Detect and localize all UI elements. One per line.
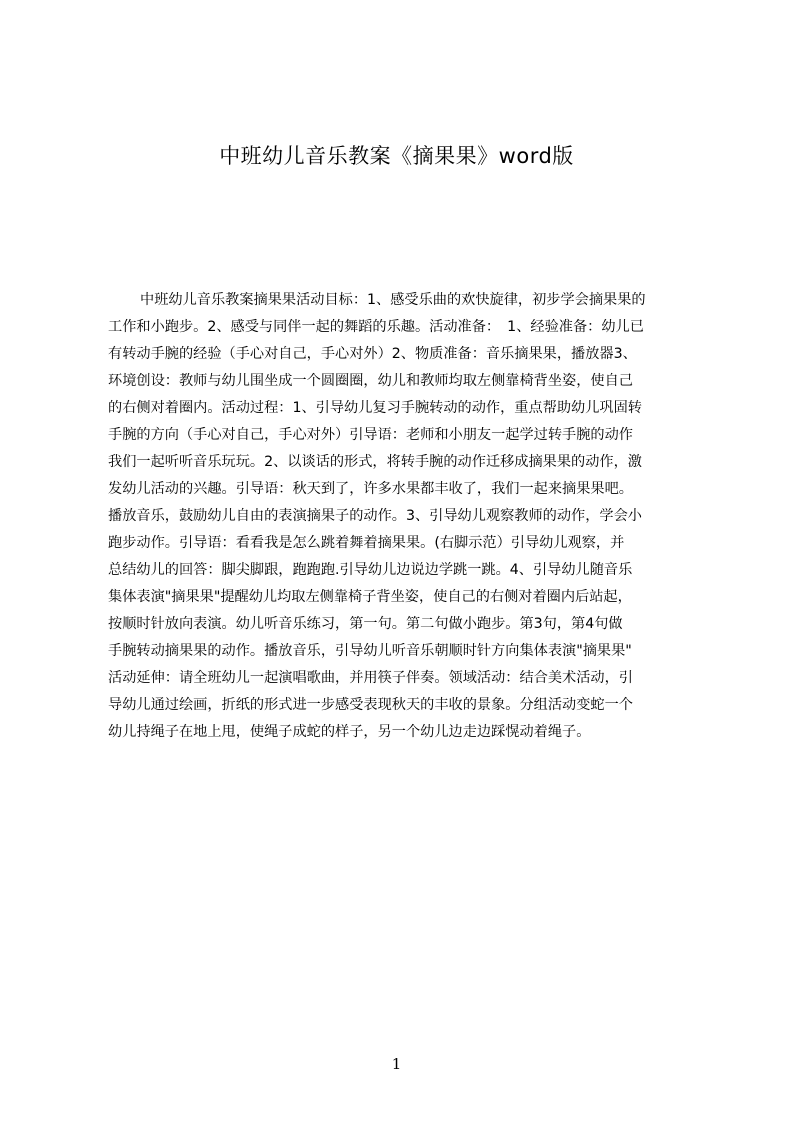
- paragraph-line: 活动延伸：请全班幼儿一起演唱歌曲，并用筷子伴奏。领域活动：结合美术活动，引: [108, 670, 633, 686]
- paragraph-line: 工作和小跑步。2、感受与同伴一起的舞蹈的乐趣。活动准备： 1、经验准备：幼儿已: [108, 319, 644, 335]
- paragraph-line: 跑步动作。引导语：看看我是怎么跳着舞着摘果果。(右脚示范）引导幼儿观察，并: [108, 535, 625, 551]
- paragraph-line: 环境创设：教师与幼儿围坐成一个圆圈圈，幼儿和教师均取左侧靠椅背坐姿，使自己: [108, 373, 633, 389]
- paragraph-line: 集体表演"摘果果"提醒幼儿均取左侧靠椅子背坐姿，使自己的右侧对着圈内后站起，: [108, 589, 632, 605]
- page-number: 1: [391, 1055, 402, 1073]
- paragraph-line: 总结幼儿的回答：脚尖脚跟，跑跑跑.引导幼儿边说边学跳一跳。4、引导幼儿随音乐: [108, 562, 633, 578]
- paragraph-line: 导幼儿通过绘画，折纸的形式进一步感受表现秋天的丰收的景象。分组活动变蛇一个: [108, 697, 633, 713]
- paragraph-line: 幼儿持绳子在地上甩，使绳子成蛇的样子，另一个幼儿边走边踩愰动着绳子。: [108, 724, 591, 740]
- paragraph-line: 按顺时针放向表演。幼儿听音乐练习，第一句。第二句做小跑步。第3句，第4句做: [108, 616, 623, 632]
- paragraph-line: 发幼儿活动的兴趣。引导语：秋天到了，许多水果都丰收了，我们一起来摘果果吧。: [108, 481, 633, 497]
- document-title: 中班幼儿音乐教案《摘果果》word版: [219, 144, 574, 168]
- paragraph-line: 播放音乐，鼓励幼儿自由的表演摘果子的动作。3、引导幼儿观察教师的动作，学会小: [108, 508, 642, 524]
- paragraph-line: 手腕的方向（手心对自己，手心对外）引导语：老师和小朋友一起学过转手腕的动作: [108, 427, 633, 443]
- paragraph-line: 有转动手腕的经验（手心对自己，手心对外）2、物质准备：音乐摘果果，播放器3、: [108, 346, 637, 362]
- body-paragraph: [108, 287, 697, 746]
- paragraph-line: 手腕转动摘果果的动作。播放音乐，引导幼儿听音乐朝顺时针方向集体表演"摘果果": [108, 643, 632, 659]
- paragraph-line: 我们一起听听音乐玩玩。2、以谈话的形式，将转手腕的动作迁移成摘果果的动作，激: [108, 454, 642, 470]
- paragraph-line: 的右侧对着圈内。活动过程：1、引导幼儿复习手腕转动的动作，重点帮助幼儿巩固转: [108, 400, 642, 416]
- paragraph-line: 中班幼儿音乐教案摘果果活动目标：1、感受乐曲的欢快旋律，初步学会摘果果的: [140, 292, 646, 308]
